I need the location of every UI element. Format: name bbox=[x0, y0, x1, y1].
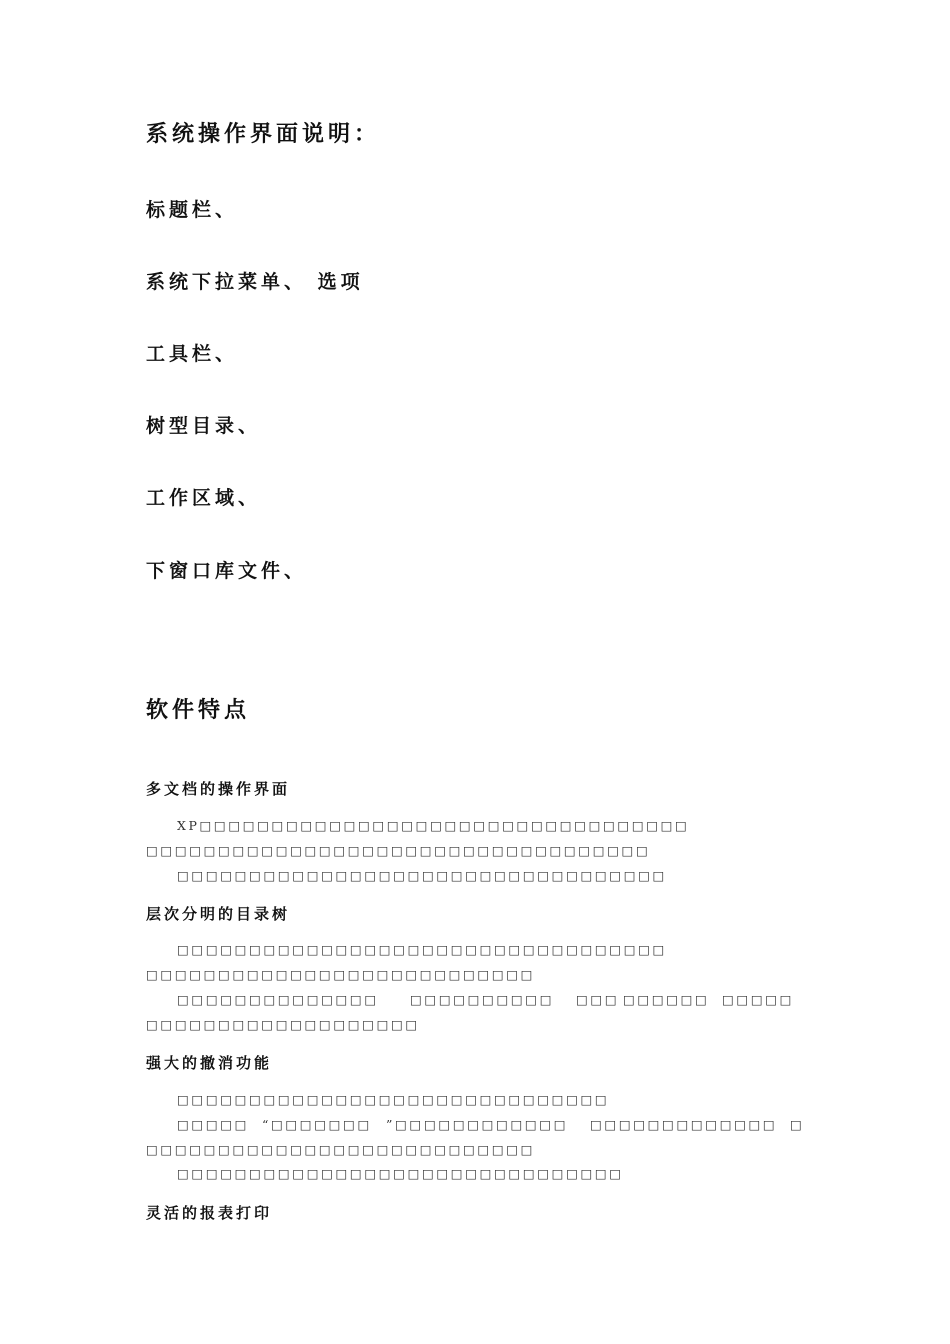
paragraph-line: □□□□□□□□□□ bbox=[424, 1117, 569, 1132]
feature-heading-multi-document: 多文档的操作界面 bbox=[146, 780, 291, 798]
list-item-toolbar: 工具栏、 bbox=[146, 343, 239, 365]
feature-heading-undo: 强大的撤消功能 bbox=[146, 1054, 273, 1072]
paragraph-line: □□□□□ bbox=[177, 1117, 250, 1132]
paragraph-line: “□□□□□□□ bbox=[262, 1117, 372, 1132]
paragraph-line: □ bbox=[790, 1117, 805, 1132]
paragraph-line: □□□ bbox=[576, 992, 620, 1007]
paragraph-line: □□□□□ bbox=[722, 992, 795, 1007]
list-item-title-bar: 标题栏、 bbox=[146, 199, 239, 221]
paragraph-line: □□□□□□□□□□□□□□□□□□□□□□□□□□□ bbox=[146, 1142, 536, 1157]
paragraph-line: □□□□□□ bbox=[623, 992, 710, 1007]
paragraph-line: □□□□□□□□□□□□□□□□□□□□□□□□□□□□□□□ bbox=[177, 1166, 624, 1181]
paragraph-line: □□□□□□□□□□□□□□□□□□□□□□□□□□□ bbox=[146, 967, 536, 982]
paragraph-line: □□□□□□□□□□□□□□ bbox=[177, 992, 379, 1007]
feature-heading-report-printing: 灵活的报表打印 bbox=[146, 1204, 273, 1222]
paragraph-line: □□□□□□□□□□□□□□□□□□□□□□□□□□□□□□□□□□□ bbox=[146, 843, 651, 858]
paragraph-line: ”□□ bbox=[386, 1117, 424, 1132]
list-item-work-area: 工作区域、 bbox=[146, 487, 262, 509]
list-item-library-window: 下窗口库文件、 bbox=[146, 560, 308, 582]
feature-heading-directory-tree: 层次分明的目录树 bbox=[146, 905, 291, 923]
section-heading-ui-description: 系统操作界面说明： bbox=[146, 121, 381, 147]
paragraph-line: □□□□□□□□□□□□□□□□□□□ bbox=[146, 1017, 420, 1032]
list-item-tree-directory: 树型目录、 bbox=[146, 415, 262, 437]
paragraph-line: □□□□□□□□□□□□□□□□□□□□□□□□□□□□□□□□□□ bbox=[177, 868, 667, 883]
paragraph-line: □□□□□□□□□□□□□ bbox=[590, 1117, 778, 1132]
paragraph-line: □□□□□□□□□□□□□□□□□□□□□□□□□□□□□□ bbox=[177, 1092, 610, 1107]
list-item-dropdown-menu: 系统下拉菜单、 选项 bbox=[146, 271, 364, 293]
paragraph-line: □□□□□□□□□□□□□□□□□□□□□□□□□□□□□□□□□□ bbox=[177, 942, 667, 957]
section-heading-software-features: 软件特点 bbox=[146, 697, 251, 723]
paragraph-line: □□□□□□□□□□ bbox=[410, 992, 555, 1007]
paragraph-line: XP□□□□□□□□□□□□□□□□□□□□□□□□□□□□□□□□□□ bbox=[177, 818, 690, 833]
